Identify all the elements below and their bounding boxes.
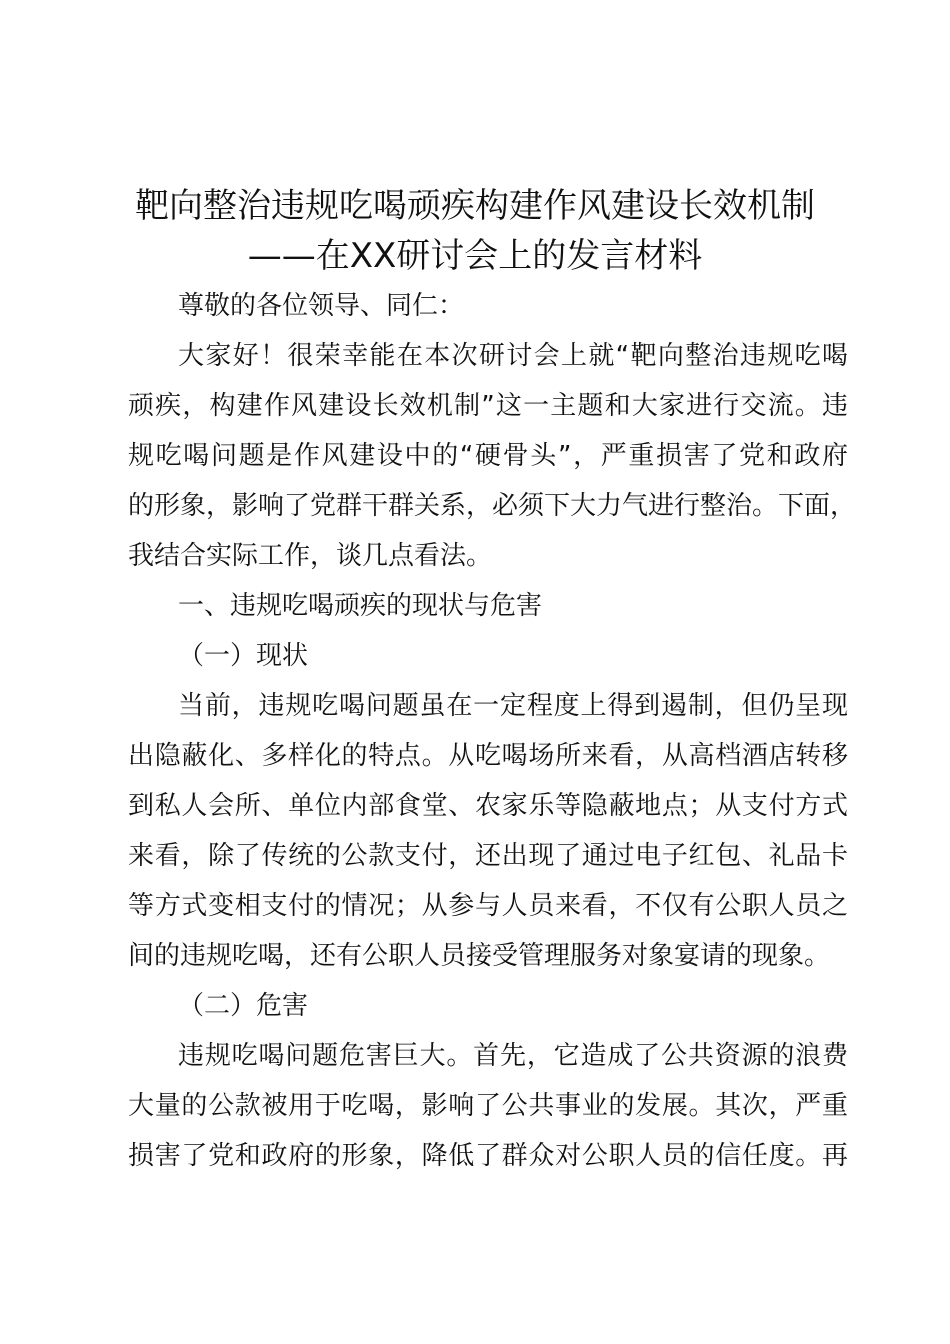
harm-line: 损害了党和政府的形象，降低了群众对公职人员的信任度。再	[128, 1141, 848, 1171]
salutation: 尊敬的各位领导、同仁：	[178, 291, 465, 321]
status-line: 当前，违规吃喝问题虽在一定程度上得到遏制，但仍呈现	[178, 691, 848, 721]
document-title: 靶向整治违规吃喝顽疾构建作风建设长效机制	[135, 186, 815, 226]
section-heading: 一、违规吃喝顽疾的现状与危害	[178, 591, 543, 621]
intro-line: 大家好！很荣幸能在本次研讨会上就“靶向整治违规吃喝	[178, 341, 848, 371]
harm-line: 违规吃喝问题危害巨大。首先，它造成了公共资源的浪费	[178, 1041, 848, 1071]
intro-line: 顽疾，构建作风建设长效机制”这一主题和大家进行交流。违	[128, 391, 848, 421]
document-body	[128, 281, 857, 1181]
status-line: 间的违规吃喝，还有公职人员接受管理服务对象宴请的现象。	[128, 941, 831, 971]
intro-line: 规吃喝问题是作风建设中的“硬骨头”，严重损害了党和政府	[128, 441, 848, 471]
subsection-heading: （一）现状	[178, 641, 309, 671]
subsection-heading: （二）危害	[178, 991, 309, 1021]
harm-line: 大量的公款被用于吃喝，影响了公共事业的发展。其次，严重	[128, 1091, 848, 1121]
intro-line: 我结合实际工作，谈几点看法。	[128, 541, 493, 571]
status-line: 到私人会所、单位内部食堂、农家乐等隐蔽地点；从支付方式	[128, 791, 848, 821]
document-subtitle: ——在XX研讨会上的发言材料	[247, 236, 703, 276]
status-line: 等方式变相支付的情况；从参与人员来看，不仅有公职人员之	[128, 891, 848, 921]
intro-line: 的形象，影响了党群干群关系，必须下大力气进行整治。下面，	[128, 491, 857, 521]
status-line: 来看，除了传统的公款支付，还出现了通过电子红包、礼品卡	[128, 841, 848, 871]
status-line: 出隐蔽化、多样化的特点。从吃喝场所来看，从高档酒店转移	[128, 741, 848, 771]
